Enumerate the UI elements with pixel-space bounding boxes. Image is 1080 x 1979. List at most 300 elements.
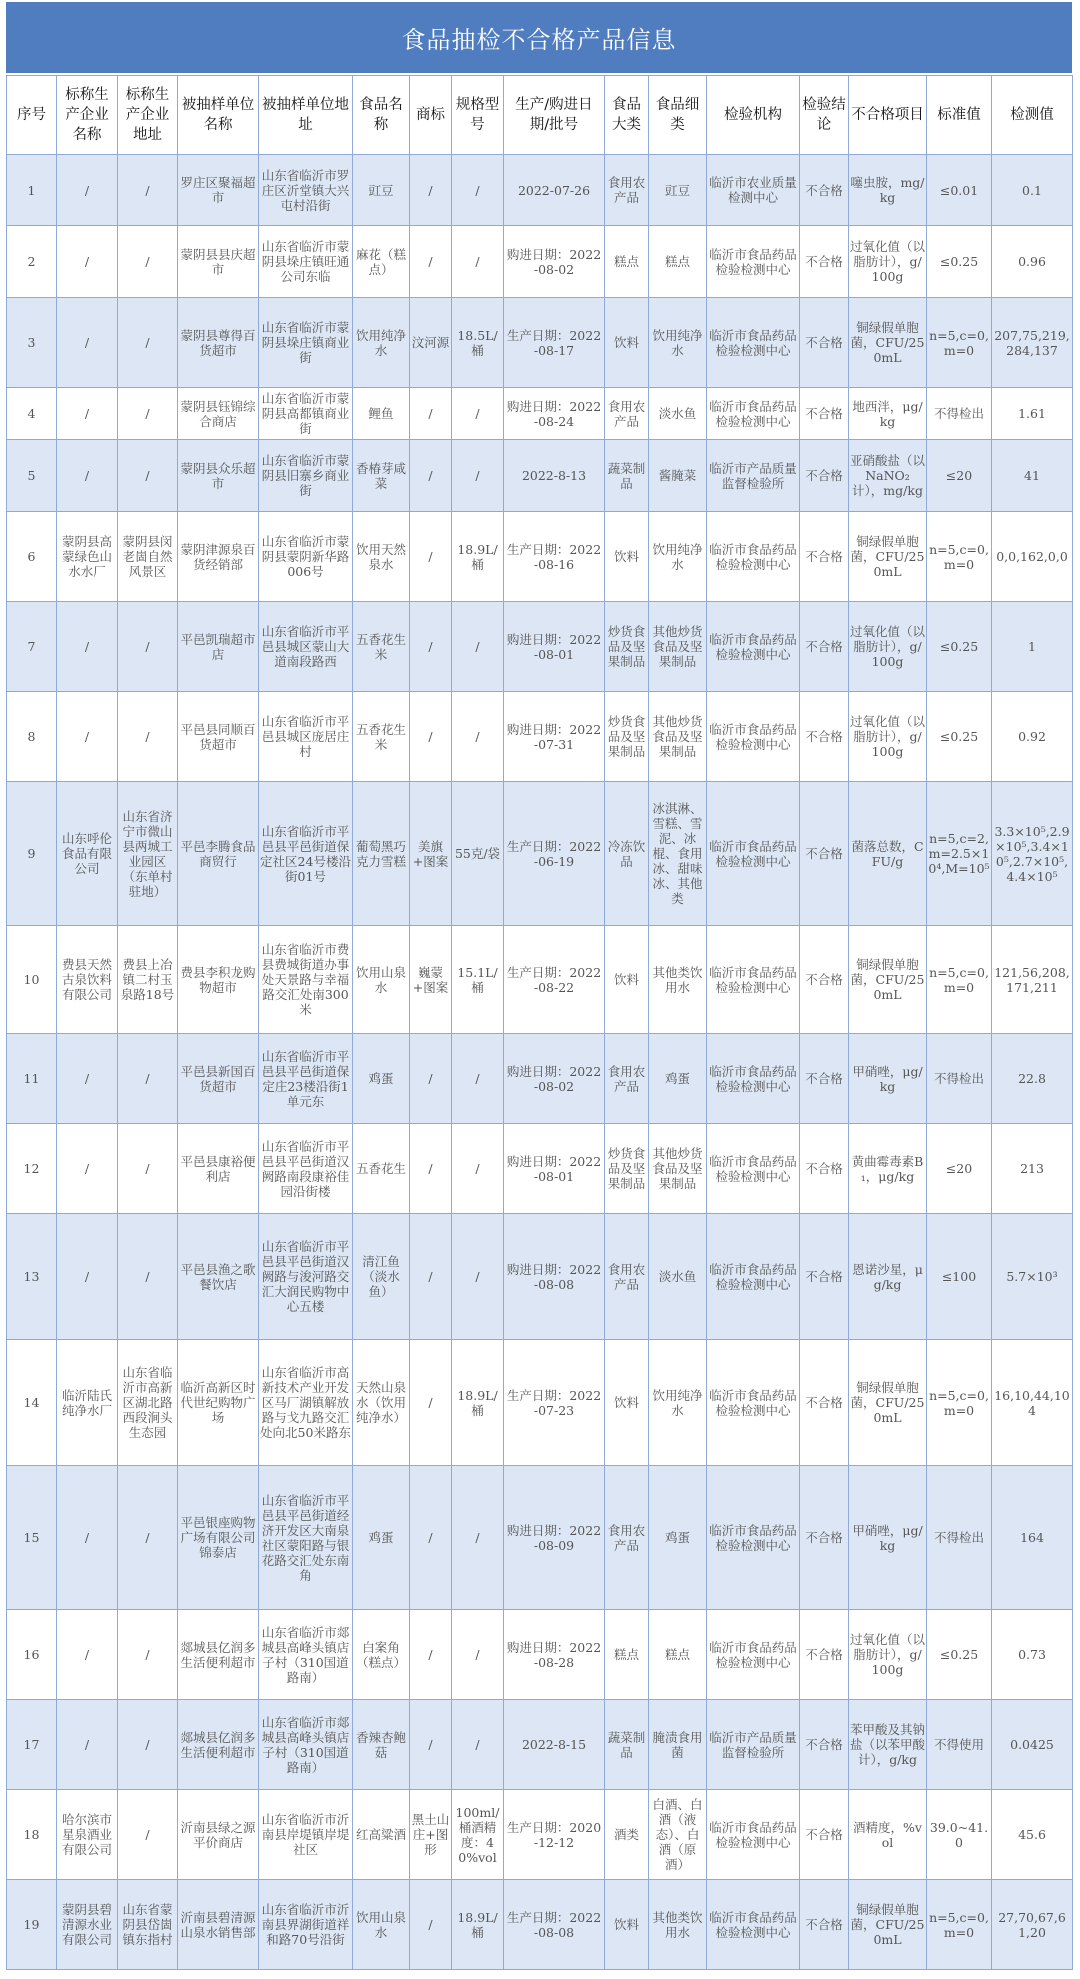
failed-item-cell (849, 1610, 927, 1700)
sampled-unit-name-text: 郯城县亿润多生活便利超市 (180, 1639, 256, 1670)
inspection-agency-text: 临沂市食品药品检验检测中心 (709, 1819, 797, 1850)
measured-value-text: 22.8 (1018, 1071, 1046, 1086)
date-batch-cell (504, 1700, 605, 1790)
date-batch-cell (504, 1034, 605, 1124)
seq-text: 4 (27, 406, 36, 421)
sampled-unit-address-text: 山东省临沂市蒙阴县垛庄镇商业街 (261, 320, 350, 365)
inspection-agency-cell (707, 1340, 800, 1466)
column-header-2: 标称生产企业名称 (57, 76, 118, 155)
measured-value-text: 0.92 (1018, 729, 1046, 744)
manufacturer-name-text: 费县天然古泉饮料有限公司 (61, 957, 112, 1002)
inspection-agency-cell (707, 388, 800, 440)
manufacturer-address-text: / (145, 1161, 150, 1176)
food-name-cell (353, 155, 410, 226)
food-subcategory-text: 其他炒货食品及坚果制品 (652, 714, 703, 759)
measured-value-cell (992, 602, 1073, 692)
inspection-agency-cell (707, 1466, 800, 1610)
inspection-agency-cell (707, 1790, 800, 1880)
failed-item-cell (849, 226, 927, 298)
failed-item-text: 苯甲酸及其钠盐（以苯甲酸计），g/kg (850, 1722, 925, 1767)
manufacturer-name-cell (57, 926, 118, 1034)
table-row (7, 1790, 1073, 1880)
sampled-unit-name-text: 沂南县绿之源平价商店 (180, 1819, 256, 1850)
column-header-8: 规格型号 (452, 76, 504, 155)
manufacturer-address-text: / (145, 1530, 150, 1545)
seq-cell (7, 602, 57, 692)
conclusion-cell (800, 1124, 849, 1214)
spec-text: / (475, 1161, 480, 1176)
sampled-unit-name-cell (178, 602, 259, 692)
manufacturer-name-cell (57, 298, 118, 388)
conclusion-text: 不合格 (805, 335, 843, 350)
conclusion-text: 不合格 (805, 1530, 843, 1545)
standard-value-text: n=5,c=0,m=0 (929, 964, 989, 995)
date-batch-cell (504, 1466, 605, 1610)
manufacturer-address-cell (118, 298, 178, 388)
food-category-text: 炒货食品及坚果制品 (607, 624, 646, 669)
manufacturer-address-text: / (145, 335, 150, 350)
sampled-unit-address-text: 山东省临沂市平邑县平邑街道经济开发区大南泉社区蒙阳路与银花路交汇处东南角 (261, 1492, 350, 1583)
seq-text: 15 (23, 1530, 40, 1545)
column-header-12: 检验机构 (707, 76, 800, 155)
standard-value-cell (927, 1034, 992, 1124)
spec-text: / (475, 729, 480, 744)
sampled-unit-address-text: 山东省临沂市平邑县城区蒙山大道南段路西 (261, 624, 350, 669)
spec-cell (452, 298, 504, 388)
conclusion-text: 不合格 (805, 1917, 843, 1932)
conclusion-text: 不合格 (805, 406, 843, 421)
date-batch-text: 购进日期：2022-08-02 (506, 1063, 602, 1094)
manufacturer-address-cell (118, 440, 178, 512)
seq-cell (7, 512, 57, 602)
manufacturer-address-text: / (145, 729, 150, 744)
date-batch-cell (504, 1610, 605, 1700)
food-category-cell (605, 692, 649, 782)
manufacturer-name-cell (57, 1790, 118, 1880)
measured-value-cell (992, 226, 1073, 298)
spec-cell (452, 602, 504, 692)
manufacturer-name-cell (57, 155, 118, 226)
inspection-agency-cell (707, 1700, 800, 1790)
sampled-unit-address-cell (259, 512, 353, 602)
manufacturer-address-cell (118, 1214, 178, 1340)
inspection-agency-cell (707, 298, 800, 388)
seq-cell (7, 1880, 57, 1970)
food-name-cell (353, 1700, 410, 1790)
manufacturer-address-cell (118, 926, 178, 1034)
failed-item-cell (849, 926, 927, 1034)
conclusion-text: 不合格 (805, 729, 843, 744)
trademark-cell (410, 1340, 452, 1466)
standard-value-text: ≤100 (941, 1269, 977, 1284)
failed-item-cell (849, 388, 927, 440)
column-header-6: 食品名称 (353, 76, 410, 155)
manufacturer-name-text: / (84, 468, 90, 483)
manufacturer-name-text: / (84, 1161, 90, 1176)
table-row (7, 388, 1073, 440)
manufacturer-address-cell (118, 1880, 178, 1970)
sampled-unit-address-cell (259, 1034, 353, 1124)
spec-cell (452, 440, 504, 512)
food-category-text: 炒货食品及坚果制品 (607, 1146, 646, 1191)
sampled-unit-name-text: 平邑李腾食品商贸行 (180, 838, 256, 869)
food-name-text: 饮用山泉水 (355, 964, 406, 995)
sampled-unit-name-cell (178, 226, 259, 298)
date-batch-cell (504, 1124, 605, 1214)
conclusion-text: 不合格 (805, 549, 843, 564)
conclusion-text: 不合格 (805, 1737, 843, 1752)
sampled-unit-address-cell (259, 926, 353, 1034)
spec-text: / (475, 406, 480, 421)
measured-value-text: 1.61 (1018, 406, 1046, 421)
date-batch-text: 购进日期：2022-08-01 (506, 1153, 602, 1184)
seq-text: 17 (23, 1737, 40, 1752)
standard-value-cell (927, 926, 992, 1034)
conclusion-cell (800, 1790, 849, 1880)
date-batch-cell (504, 226, 605, 298)
food-name-cell (353, 388, 410, 440)
inspection-table (6, 75, 1073, 1970)
inspection-agency-text: 临沂市食品药品检验检测中心 (709, 398, 797, 429)
food-category-cell (605, 1340, 649, 1466)
inspection-agency-text: 临沂市食品药品检验检测中心 (709, 327, 797, 358)
food-category-text: 冷冻饮品 (607, 838, 646, 869)
food-name-cell (353, 602, 410, 692)
seq-text: 1 (27, 182, 36, 198)
seq-text: 8 (27, 729, 36, 744)
sampled-unit-name-text: 蒙阴县众乐超市 (180, 460, 256, 491)
sampled-unit-name-cell (178, 298, 259, 388)
inspection-agency-text: 临沂市食品药品检验检测中心 (709, 1522, 797, 1553)
manufacturer-address-text: / (145, 1071, 150, 1086)
spec-text: 15.1L/桶 (457, 964, 498, 995)
standard-value-text: 不得检出 (933, 1071, 984, 1086)
manufacturer-name-cell (57, 1700, 118, 1790)
conclusion-cell (800, 692, 849, 782)
food-name-cell (353, 440, 410, 512)
food-subcategory-text: 豇豆 (664, 182, 690, 198)
standard-value-text: ≤0.25 (939, 729, 979, 744)
sampled-unit-name-text: 郯城县亿润多生活便利超市 (180, 1729, 256, 1760)
date-batch-text: 生产日期：2022-08-16 (506, 541, 602, 572)
trademark-text: / (428, 182, 433, 198)
manufacturer-address-text: 山东省临沂市高新区湖北路西段涧头生态园 (122, 1365, 173, 1440)
manufacturer-address-cell (118, 1700, 178, 1790)
measured-value-text: 3.3×10⁵,2.9×10⁵,3.4×10⁵,2.7×10⁵,4.4×10⁵ (994, 823, 1070, 884)
seq-text: 18 (23, 1827, 40, 1842)
trademark-cell (410, 1700, 452, 1790)
measured-value-cell (992, 1124, 1073, 1214)
spec-text: 18.9L/桶 (457, 1387, 498, 1418)
manufacturer-name-text: / (84, 335, 90, 350)
standard-value-cell (927, 782, 992, 926)
date-batch-text: 生产日期：2022-08-17 (506, 327, 602, 358)
failed-item-text: 铜绿假单胞菌，CFU/250mL (850, 957, 925, 1002)
manufacturer-name-text: / (84, 1071, 90, 1086)
sampled-unit-address-cell (259, 388, 353, 440)
sampled-unit-name-cell (178, 1790, 259, 1880)
seq-text: 2 (27, 254, 36, 269)
inspection-agency-text: 临沂市食品药品检验检测中心 (709, 838, 797, 869)
sampled-unit-address-cell (259, 226, 353, 298)
manufacturer-address-cell (118, 155, 178, 226)
standard-value-text: n=5,c=0,m=0 (929, 327, 989, 358)
trademark-cell (410, 1610, 452, 1700)
food-category-text: 蔬菜制品 (607, 1729, 646, 1760)
sampled-unit-name-cell (178, 1034, 259, 1124)
sampled-unit-name-text: 平邑凯瑞超市店 (180, 631, 256, 662)
manufacturer-address-text: / (145, 1737, 150, 1752)
food-category-cell (605, 226, 649, 298)
measured-value-cell (992, 1790, 1073, 1880)
date-batch-text: 2022-8-13 (521, 468, 587, 483)
conclusion-cell (800, 1610, 849, 1700)
food-category-cell (605, 1610, 649, 1700)
food-subcategory-text: 糕点 (664, 1647, 690, 1662)
inspection-agency-text: 临沂市食品药品检验检测中心 (709, 541, 797, 572)
food-subcategory-text: 糕点 (664, 254, 690, 269)
manufacturer-name-text: / (84, 729, 90, 744)
date-batch-cell (504, 782, 605, 926)
spec-cell (452, 926, 504, 1034)
table-row (7, 440, 1073, 512)
trademark-text: / (428, 468, 433, 483)
failed-item-cell (849, 1466, 927, 1610)
inspection-agency-text: 临沂市食品药品检验检测中心 (709, 1153, 797, 1184)
inspection-agency-cell (707, 1610, 800, 1700)
food-name-text: 鲤鱼 (368, 406, 394, 421)
manufacturer-address-cell (118, 1610, 178, 1700)
standard-value-cell (927, 298, 992, 388)
sampled-unit-address-cell (259, 440, 353, 512)
food-name-cell (353, 782, 410, 926)
column-header-10: 食品大类 (605, 76, 649, 155)
manufacturer-address-cell (118, 692, 178, 782)
food-name-text: 豇豆 (368, 182, 394, 198)
sampled-unit-address-text: 山东省临沂市沂南县岸堤镇岸堤社区 (261, 1812, 350, 1857)
inspection-agency-cell (707, 926, 800, 1034)
food-subcategory-cell (649, 1034, 707, 1124)
manufacturer-address-cell (118, 1340, 178, 1466)
sampled-unit-name-text: 平邑县新国百货超市 (180, 1063, 256, 1094)
column-header-5: 被抽样单位地址 (259, 76, 353, 155)
spec-text: / (475, 639, 480, 654)
date-batch-text: 生产日期：2022-06-19 (506, 838, 602, 869)
sampled-unit-address-cell (259, 155, 353, 226)
food-name-text: 红高粱酒 (355, 1827, 406, 1842)
date-batch-text: 购进日期：2022-08-08 (506, 1261, 602, 1292)
food-category-cell (605, 1466, 649, 1610)
standard-value-text: ≤20 (945, 1161, 973, 1176)
food-subcategory-text: 饮用纯净水 (652, 327, 703, 358)
table-row (7, 1880, 1073, 1970)
manufacturer-name-cell (57, 1880, 118, 1970)
spec-text: / (475, 182, 480, 198)
conclusion-cell (800, 1700, 849, 1790)
table-body (7, 155, 1073, 1970)
conclusion-cell (800, 926, 849, 1034)
date-batch-cell (504, 1880, 605, 1970)
header-row (7, 76, 1073, 155)
food-subcategory-text: 酱腌菜 (658, 468, 697, 483)
conclusion-cell (800, 1340, 849, 1466)
measured-value-text: 45.6 (1018, 1827, 1046, 1842)
measured-value-text: 0.1 (1022, 182, 1042, 198)
food-category-cell (605, 388, 649, 440)
manufacturer-address-text: 费县上冶镇二村玉泉路18号 (120, 957, 175, 1002)
date-batch-cell (504, 155, 605, 226)
failed-item-cell (849, 440, 927, 512)
manufacturer-name-text: / (84, 639, 90, 654)
column-header-7: 商标 (410, 76, 452, 155)
manufacturer-name-cell (57, 1034, 118, 1124)
failed-item-text: 铜绿假单胞菌，CFU/250mL (850, 1380, 925, 1425)
conclusion-cell (800, 298, 849, 388)
conclusion-text: 不合格 (805, 846, 843, 861)
food-name-text: 五香花生米 (355, 631, 406, 662)
inspection-agency-cell (707, 692, 800, 782)
seq-cell (7, 692, 57, 782)
food-subcategory-text: 其他类饮用水 (652, 1909, 703, 1940)
failed-item-cell (849, 1034, 927, 1124)
manufacturer-name-cell (57, 692, 118, 782)
food-category-text: 饮料 (613, 335, 639, 350)
food-category-text: 蔬菜制品 (607, 460, 646, 491)
conclusion-text: 不合格 (805, 1647, 843, 1662)
food-subcategory-cell (649, 1466, 707, 1610)
measured-value-cell (992, 1700, 1073, 1790)
food-name-text: 鸡蛋 (368, 1530, 394, 1545)
spec-cell (452, 1466, 504, 1610)
failed-item-text: 甲硝唑，μg/kg (852, 1522, 923, 1553)
food-subcategory-text: 淡水鱼 (658, 406, 697, 421)
table-row (7, 1124, 1073, 1214)
spec-cell (452, 1610, 504, 1700)
sampled-unit-name-cell (178, 692, 259, 782)
sampled-unit-address-text: 山东省临沂市平邑县平邑街道保定社区24号楼沿街01号 (260, 823, 351, 884)
measured-value-text: 0.73 (1018, 1647, 1046, 1662)
failed-item-text: 菌落总数，CFU/g (851, 838, 924, 869)
sampled-unit-name-text: 平邑县渔之歌餐饮店 (180, 1261, 256, 1292)
table-row (7, 1466, 1073, 1610)
inspection-agency-cell (707, 1214, 800, 1340)
seq-cell (7, 440, 57, 512)
food-name-cell (353, 926, 410, 1034)
seq-cell (7, 1034, 57, 1124)
measured-value-text: 0,0,162,0,0 (996, 549, 1068, 564)
manufacturer-name-cell (57, 1340, 118, 1466)
conclusion-cell (800, 1034, 849, 1124)
standard-value-cell (927, 440, 992, 512)
column-header-9: 生产/购进日期/批号 (504, 76, 605, 155)
food-category-cell (605, 1700, 649, 1790)
food-name-text: 天然山泉水（饮用纯净水） (355, 1380, 406, 1425)
failed-item-text: 亚硝酸盐（以NaNO₂计），mg/kg (850, 453, 925, 498)
sampled-unit-name-cell (178, 512, 259, 602)
manufacturer-address-text: / (145, 468, 150, 483)
food-category-text: 糕点 (613, 1647, 639, 1662)
trademark-cell (410, 226, 452, 298)
manufacturer-address-cell (118, 388, 178, 440)
inspection-agency-text: 临沂市食品药品检验检测中心 (709, 1063, 797, 1094)
food-subcategory-text: 鸡蛋 (664, 1071, 690, 1086)
standard-value-cell (927, 692, 992, 782)
food-category-text: 酒类 (613, 1827, 639, 1842)
table-row (7, 1034, 1073, 1124)
measured-value-text: 207,75,219,284,137 (994, 327, 1070, 358)
column-header-16: 检测值 (992, 76, 1073, 155)
conclusion-cell (800, 1466, 849, 1610)
food-name-text: 葡萄黑巧克力雪糕 (355, 838, 406, 869)
food-name-text: 饮用山泉水 (355, 1909, 406, 1940)
table-row (7, 155, 1073, 226)
trademark-cell (410, 1214, 452, 1340)
measured-value-text: 5.7×10³ (1006, 1269, 1058, 1284)
food-subcategory-cell (649, 1340, 707, 1466)
trademark-text: / (428, 1737, 433, 1752)
food-subcategory-cell (649, 782, 707, 926)
trademark-cell (410, 1466, 452, 1610)
manufacturer-name-text: / (84, 254, 90, 269)
manufacturer-name-cell (57, 602, 118, 692)
seq-cell (7, 926, 57, 1034)
food-subcategory-cell (649, 1124, 707, 1214)
standard-value-cell (927, 1700, 992, 1790)
spec-cell (452, 1700, 504, 1790)
measured-value-cell (992, 1340, 1073, 1466)
spec-text: 55克/袋 (454, 846, 501, 861)
trademark-cell (410, 602, 452, 692)
food-name-text: 五香花生米 (355, 721, 406, 752)
sampled-unit-name-text: 费县李积龙购物超市 (180, 964, 256, 995)
manufacturer-address-text: / (145, 406, 150, 421)
sampled-unit-address-cell (259, 1124, 353, 1214)
conclusion-cell (800, 1214, 849, 1340)
spec-cell (452, 1880, 504, 1970)
date-batch-text: 购进日期：2022-08-02 (506, 246, 602, 277)
date-batch-text: 购进日期：2022-08-01 (506, 631, 602, 662)
standard-value-cell (927, 512, 992, 602)
food-subcategory-cell (649, 1610, 707, 1700)
sampled-unit-address-cell (259, 1340, 353, 1466)
standard-value-cell (927, 155, 992, 226)
inspection-agency-text: 临沂市食品药品检验检测中心 (709, 1387, 797, 1418)
trademark-cell (410, 1790, 452, 1880)
failed-item-text: 恩诺沙星，μg/kg (852, 1261, 923, 1292)
food-subcategory-cell (649, 602, 707, 692)
date-batch-cell (504, 1790, 605, 1880)
failed-item-cell (849, 1790, 927, 1880)
conclusion-cell (800, 155, 849, 226)
manufacturer-name-cell (57, 1124, 118, 1214)
manufacturer-name-cell (57, 1214, 118, 1340)
manufacturer-address-cell (118, 782, 178, 926)
failed-item-cell (849, 602, 927, 692)
food-subcategory-text: 其他炒货食品及坚果制品 (652, 624, 703, 669)
conclusion-cell (800, 602, 849, 692)
trademark-cell (410, 440, 452, 512)
sampled-unit-name-text: 临沂高新区时代世纪购物广场 (180, 1380, 256, 1425)
standard-value-text: 不得检出 (933, 406, 984, 421)
manufacturer-name-text: / (84, 1737, 90, 1752)
inspection-agency-text: 临沂市食品药品检验检测中心 (709, 246, 797, 277)
manufacturer-name-text: / (84, 1530, 90, 1545)
manufacturer-name-cell (57, 226, 118, 298)
manufacturer-address-text: / (145, 182, 150, 198)
trademark-text: / (428, 639, 433, 654)
conclusion-text: 不合格 (805, 1395, 843, 1410)
trademark-cell (410, 1124, 452, 1214)
